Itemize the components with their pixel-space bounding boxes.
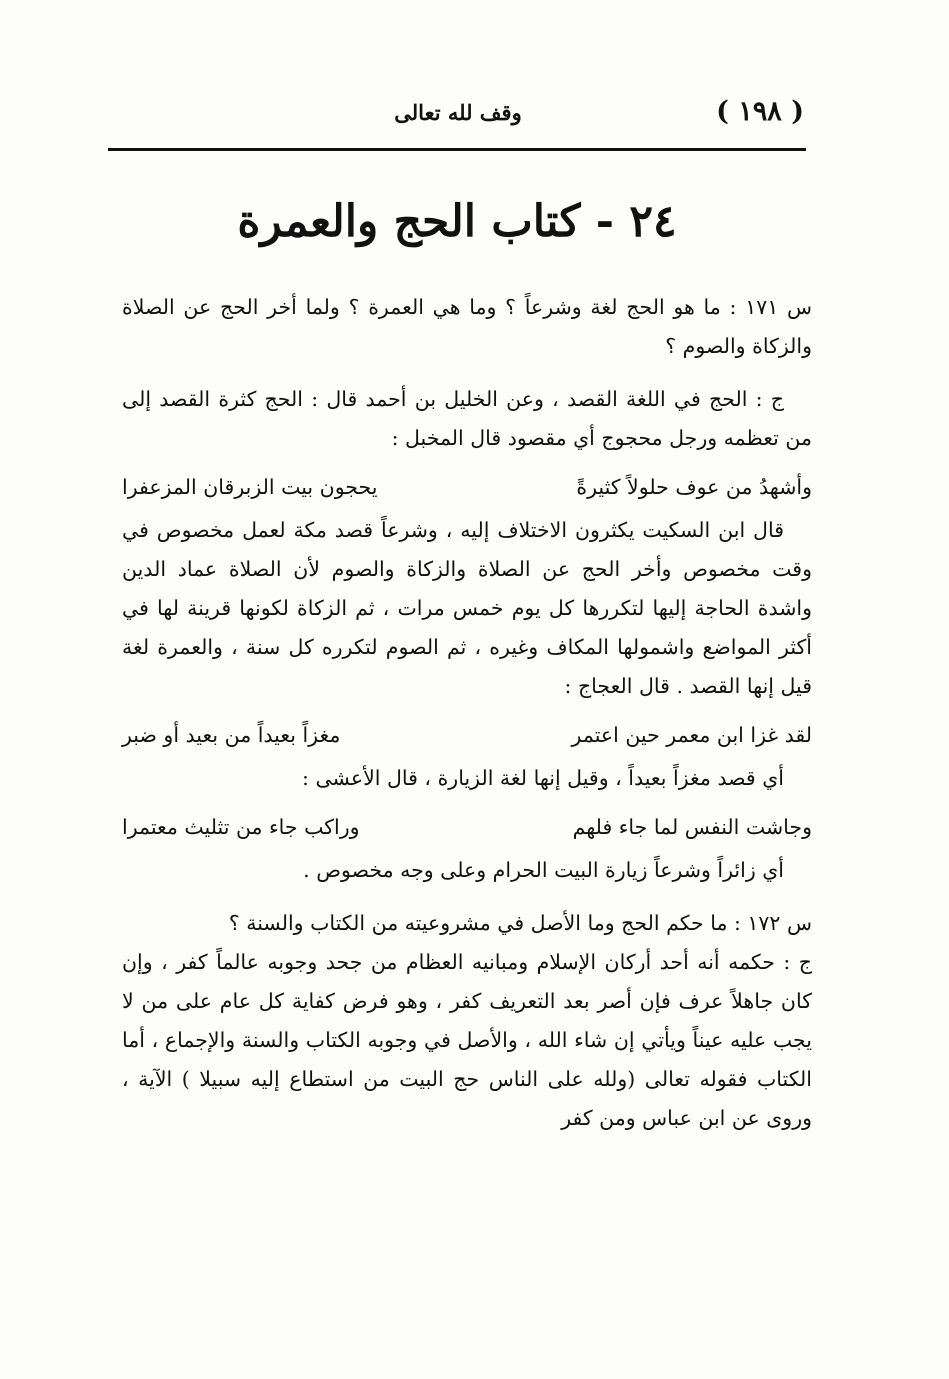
answer-171-paragraph: أي قصد مغزاً بعيداً ، وقيل إنها لغة الزيارة ، قال الأعشى : xyxy=(302,766,784,790)
question-172: س ١٧٢ : ما حكم الحج وما الأصل في مشروعيته من الكتاب والسنة ؟ xyxy=(228,911,812,935)
verse-first-hemistich: وجاشت النفس لما جاء فلهم xyxy=(572,815,812,839)
verse-first-hemistich: وأشهدُ من عوف حلولاً كثيرةً xyxy=(576,475,812,499)
verse-first-hemistich: لقد غزا ابن معمر حين اعتمر xyxy=(571,723,812,747)
answer-171-paragraph: ج : الحج في اللغة القصد ، وعن الخليل بن أحمد قال : الحج كثرة القصد إلى من تعظمه ورجل محجوج أي مقصود قال المخبل : xyxy=(122,387,812,450)
header-rule xyxy=(108,148,806,151)
verse-second-hemistich: يحجون بيت الزبرقان المزعفرا xyxy=(122,475,378,499)
body-text xyxy=(122,288,812,1138)
answer-171-paragraph: قال ابن السكيت يكثرون الاختلاف إليه ، وشرعاً قصد مكة لعمل مخصوص في وقت مخصوص وأخر الحج عن الصلاة والزكاة والصوم لأن الصلاة عماد الدين واشدة الحاجة إليها لتكررها كل يوم خمس مرات ، ثم الزكاة لكونها قرينة لها في أكثر المواضع واشمولها المكاف وغيره ، ثم الصوم لتكرره كل سنة ، والعمرة لغة قيل إنها القصد . قال العجاج : xyxy=(122,518,812,698)
answer-172: ج : حكمه أنه أحد أركان الإسلام ومبانيه العظام من جحد وجوبه عالماً كفر ، وإن كان جاهلاً عرف فإن أصر بعد التعريف كفر ، وهو فرض كفاية كل عام على من لا يجب عليه عيناً ويأتي إن شاء الله ، والأصل في وجوبه الكتاب والسنة والإجماع ، أما الكتاب فقوله تعالى (ولله على الناس حج البيت من استطاع إليه سبيلا ) الآية ، وروى عن ابن عباس ومن كفر xyxy=(122,950,812,1130)
verse-line xyxy=(122,808,812,847)
verse-second-hemistich: مغزاً بعيداً من بعيد أو ضبر xyxy=(122,723,341,747)
chapter-title: ٢٤ - كتاب الحج والعمرة xyxy=(237,196,677,247)
verse-line xyxy=(122,716,812,755)
answer-171-paragraph: أي زائراً وشرعاً زيارة البيت الحرام وعلى وجه مخصوص . xyxy=(303,858,784,882)
page-number: ( ١٩٨ ) xyxy=(716,96,804,127)
verse-line xyxy=(122,468,812,507)
verse-second-hemistich: وراكب جاء من تثليث معتمرا xyxy=(122,815,360,839)
question-171: س ١٧١ : ما هو الحج لغة وشرعاً ؟ وما هي العمرة ؟ ولما أخر الحج عن الصلاة والزكاة والصوم ؟ xyxy=(122,295,813,358)
running-title: وقف لله تعالى xyxy=(394,100,522,125)
page-header xyxy=(112,96,804,136)
